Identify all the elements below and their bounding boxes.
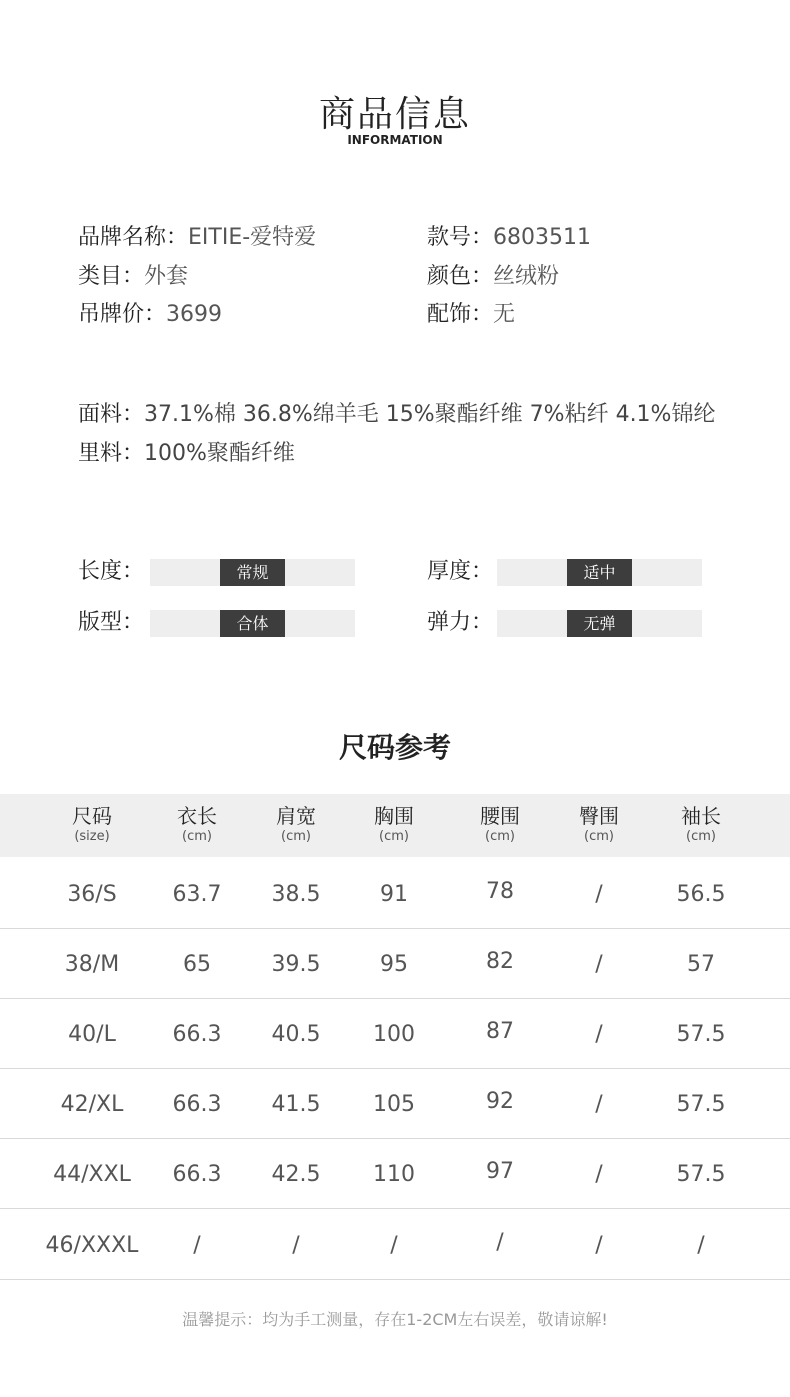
table-cell: 40.5 bbox=[271, 1022, 321, 1047]
table-cell: 66.3 bbox=[172, 1162, 222, 1187]
brand-row bbox=[78, 223, 316, 253]
elasticity-scale bbox=[497, 610, 702, 637]
style-no-label: 款号： bbox=[427, 225, 494, 250]
length-label: 长度： bbox=[78, 559, 145, 584]
fabric-lining-row bbox=[78, 439, 295, 469]
header-unit: (cm) bbox=[686, 829, 716, 844]
size-label-cell: 44/XXL bbox=[53, 1162, 131, 1187]
accessory-value: 无 bbox=[493, 302, 516, 327]
fit-tag: 合体 bbox=[220, 610, 285, 637]
fabric-outer-row bbox=[78, 400, 715, 430]
header-label: 胸围 bbox=[374, 804, 414, 828]
thickness-label: 厚度： bbox=[427, 559, 494, 584]
table-cell: 82 bbox=[486, 949, 514, 974]
table-cell: 110 bbox=[373, 1162, 415, 1187]
fit-label: 版型： bbox=[78, 610, 145, 635]
header-unit: (cm) bbox=[485, 829, 515, 844]
elasticity-label: 弹力： bbox=[427, 610, 494, 635]
table-cell: / bbox=[595, 952, 603, 977]
accessory-label: 配饰： bbox=[427, 302, 494, 327]
table-cell: / bbox=[595, 1092, 603, 1117]
table-cell: / bbox=[697, 1233, 705, 1258]
fabric-outer-label: 面料： bbox=[78, 402, 145, 427]
header-label: 尺码 bbox=[72, 804, 112, 828]
table-cell: 95 bbox=[380, 952, 408, 977]
table-cell: 42.5 bbox=[271, 1162, 321, 1187]
table-cell: 87 bbox=[486, 1019, 514, 1044]
header-label: 臀围 bbox=[579, 804, 619, 828]
fabric-lining-value: 100%聚酯纤维 bbox=[144, 441, 295, 466]
table-cell: 63.7 bbox=[172, 882, 222, 907]
size-table-header-cell bbox=[641, 803, 761, 845]
row-divider bbox=[0, 1068, 790, 1069]
page-subtitle: INFORMATION bbox=[347, 133, 443, 147]
table-cell: 66.3 bbox=[172, 1092, 222, 1117]
length-tag: 常规 bbox=[220, 559, 285, 586]
style-no-value: 6803511 bbox=[493, 225, 591, 250]
table-cell: / bbox=[595, 882, 603, 907]
brand-value: EITIE-爱特爱 bbox=[188, 225, 317, 250]
length-scale bbox=[150, 559, 355, 586]
thickness-tag: 适中 bbox=[567, 559, 632, 586]
table-cell: / bbox=[595, 1233, 603, 1258]
table-cell: 65 bbox=[183, 952, 211, 977]
table-cell: 39.5 bbox=[271, 952, 321, 977]
category-row bbox=[78, 262, 188, 292]
header-unit: (cm) bbox=[281, 829, 311, 844]
size-table-header-cell bbox=[32, 803, 152, 845]
page-title: 商品信息 bbox=[318, 94, 471, 135]
table-cell: 41.5 bbox=[271, 1092, 321, 1117]
row-divider bbox=[0, 1279, 790, 1280]
fabric-outer-value: 37.1%棉 36.8%绵羊毛 15%聚酯纤维 7%粘纤 4.1%锦纶 bbox=[144, 402, 716, 427]
table-cell: 92 bbox=[486, 1089, 514, 1114]
size-label-cell: 36/S bbox=[67, 882, 117, 907]
tag-price-value: 3699 bbox=[166, 302, 223, 327]
table-cell: 97 bbox=[486, 1159, 514, 1184]
table-cell: 56.5 bbox=[676, 882, 726, 907]
fit-scale bbox=[150, 610, 355, 637]
table-cell: 100 bbox=[373, 1022, 415, 1047]
table-cell: 105 bbox=[373, 1092, 415, 1117]
table-cell: 78 bbox=[486, 879, 514, 904]
header-label: 袖长 bbox=[681, 804, 721, 828]
table-cell: 57.5 bbox=[676, 1092, 726, 1117]
tag-price-row bbox=[78, 300, 222, 330]
category-label: 类目： bbox=[78, 264, 145, 289]
header-unit: (cm) bbox=[182, 829, 212, 844]
table-cell: 66.3 bbox=[172, 1022, 222, 1047]
size-label-cell: 46/XXXL bbox=[45, 1233, 139, 1258]
tag-price-label: 吊牌价： bbox=[78, 302, 167, 327]
table-cell: / bbox=[292, 1233, 300, 1258]
header-unit: (cm) bbox=[379, 829, 409, 844]
style-no-row bbox=[427, 223, 591, 253]
row-divider bbox=[0, 928, 790, 929]
size-label-cell: 38/M bbox=[64, 952, 120, 977]
header-unit: (cm) bbox=[584, 829, 614, 844]
color-value: 丝绒粉 bbox=[493, 264, 560, 289]
fabric-lining-label: 里料： bbox=[78, 441, 145, 466]
row-divider bbox=[0, 998, 790, 999]
row-divider bbox=[0, 1138, 790, 1139]
table-cell: / bbox=[390, 1233, 398, 1258]
category-value: 外套 bbox=[144, 264, 189, 289]
header-unit: (size) bbox=[74, 829, 110, 844]
brand-label: 品牌名称： bbox=[78, 225, 189, 250]
measurement-note: 温馨提示：均为手工测量，存在1-2CM左右误差，敬请谅解! bbox=[182, 1310, 608, 1329]
accessory-row bbox=[427, 300, 515, 330]
size-label-cell: 42/XL bbox=[60, 1092, 124, 1117]
size-table-header-cell bbox=[334, 803, 454, 845]
size-label-cell: 40/L bbox=[68, 1022, 116, 1047]
table-cell: 91 bbox=[380, 882, 408, 907]
elasticity-tag: 无弹 bbox=[567, 610, 632, 637]
table-cell: / bbox=[193, 1233, 201, 1258]
color-row bbox=[427, 262, 559, 292]
table-cell: / bbox=[595, 1162, 603, 1187]
table-cell: 57.5 bbox=[676, 1022, 726, 1047]
table-cell: / bbox=[595, 1022, 603, 1047]
table-cell: 38.5 bbox=[271, 882, 321, 907]
color-label: 颜色： bbox=[427, 264, 494, 289]
table-cell: 57.5 bbox=[676, 1162, 726, 1187]
row-divider bbox=[0, 1208, 790, 1209]
table-cell: 57 bbox=[687, 952, 715, 977]
header-label: 腰围 bbox=[480, 804, 520, 828]
thickness-scale bbox=[497, 559, 702, 586]
header-label: 衣长 bbox=[177, 804, 217, 828]
size-chart-title: 尺码参考 bbox=[338, 731, 451, 764]
table-cell: / bbox=[496, 1230, 504, 1255]
header-label: 肩宽 bbox=[276, 804, 316, 828]
